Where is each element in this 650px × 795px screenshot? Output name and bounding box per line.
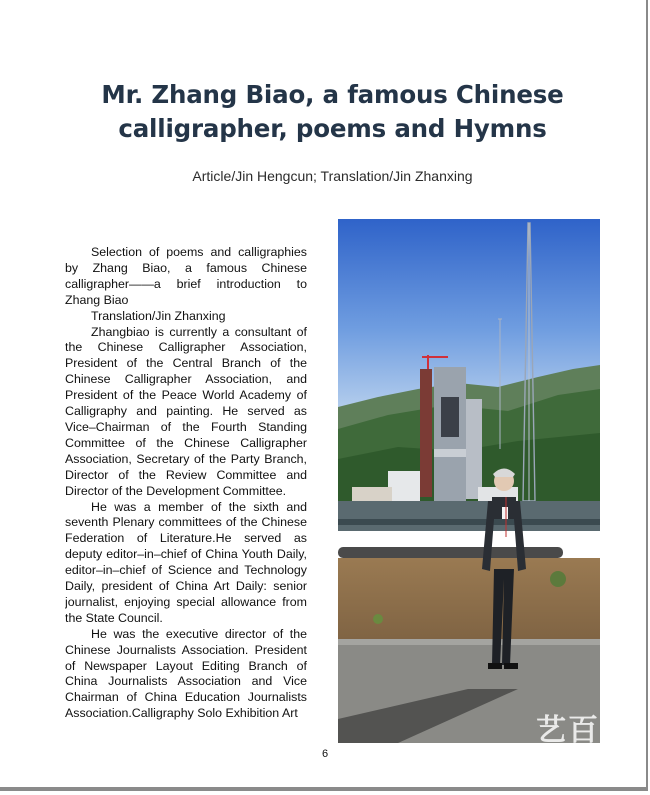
- body-paragraph-3: Zhangbiao is currently a consultant of the Chinese Calligrapher Association, President of the Central Branch of the Chinese Calligrapher Association, and President of the Peace World Academy of Calligraphy and painting. He served as Vice–Chairman of the Fourth Standing Committee of the Chinese Calligrapher Association, Secretary of the Party Branch, Director of the Review Committee and Director of the Development Committee.: [65, 324, 307, 498]
- body-paragraph-2: Translation/Jin Zhanxing: [91, 308, 226, 323]
- article-title-line-1: Mr. Zhang Biao, a famous Chinese: [101, 80, 564, 109]
- article-title-line-2: calligrapher, poems and Hymns: [118, 114, 547, 143]
- body-paragraph-5: He was the executive director of the Chinese Journalists Association. President of Newspaper Layout Editing Branch of China Journalists Association and Vice Chairman of China Education Journalists Association.Calligraphy Solo Exhibition Art: [65, 626, 307, 720]
- page-number: 6: [321, 748, 329, 760]
- body-paragraph-4: He was a member of the sixth and seventh Plenary committees of the Chinese Federation of Literature.He served as deputy editor–in–chief of China Youth Daily, editor–in–chief of Science and Technology Daily, president of China Art Daily: senior journalist, enjoying special allowance from the State Council.: [65, 499, 307, 625]
- body-paragraph-1: Selection of poems and calligraphies by Zhang Biao, a famous Chinese calligrapher——a brief introduction to Zhang Biao: [65, 245, 307, 307]
- article-byline: Article/Jin Hengcun; Translation/Jin Zhanxing: [192, 168, 473, 184]
- photo-watermark: 艺百: [536, 713, 600, 743]
- article-body: [65, 245, 307, 720]
- article-title: [60, 78, 605, 146]
- article-photo: [338, 219, 600, 743]
